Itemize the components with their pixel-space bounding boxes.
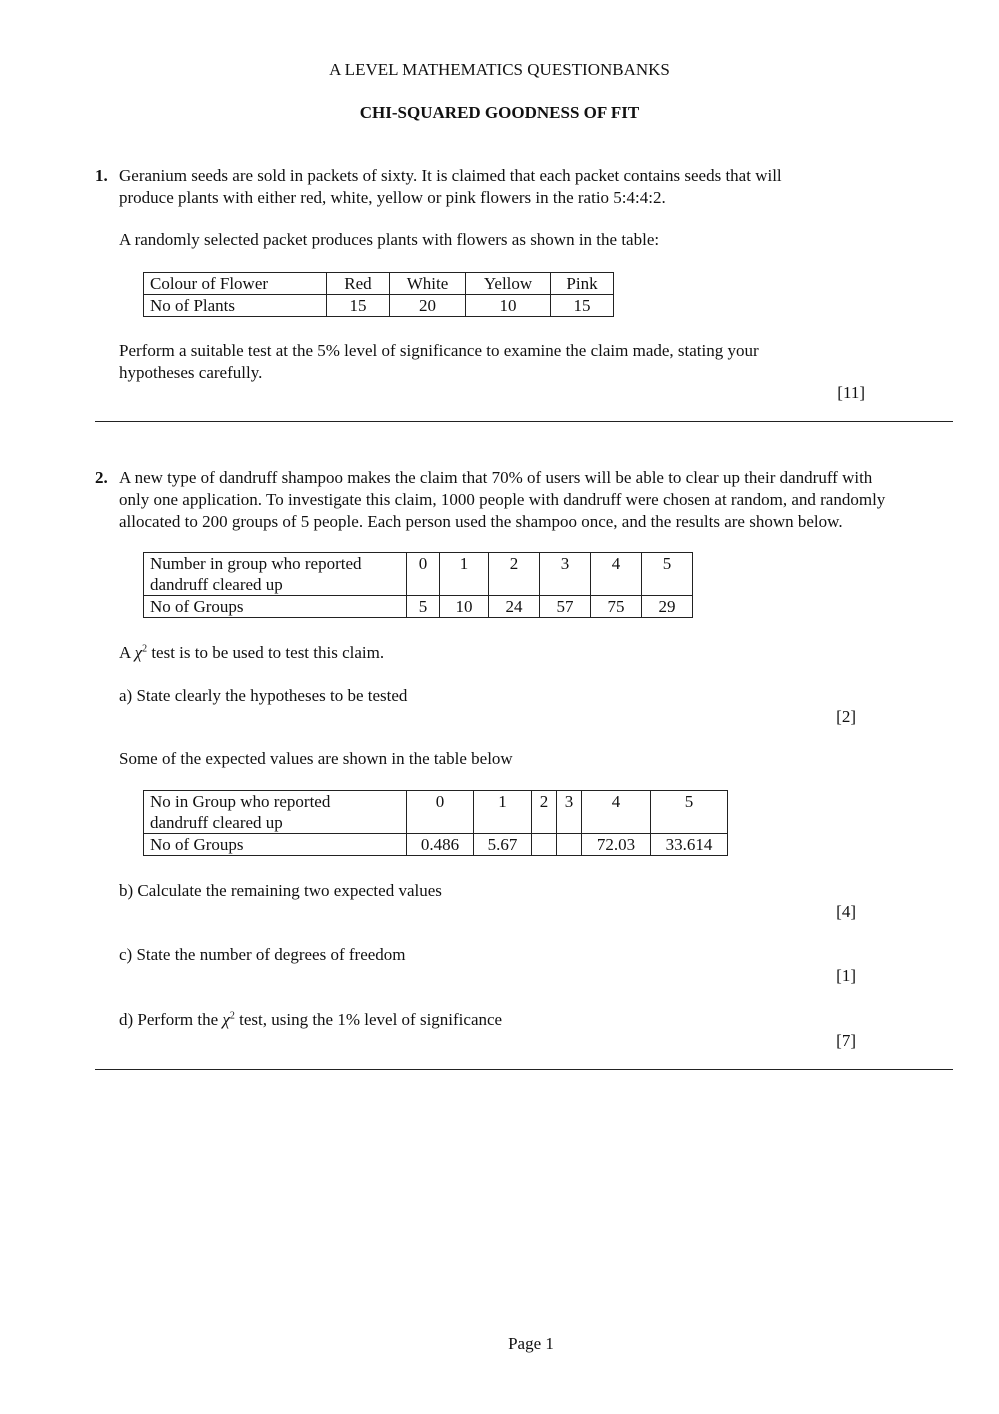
question-1-task-line2: hypotheses carefully.	[119, 363, 263, 382]
table-cell: 75	[591, 596, 642, 618]
question-1-task-line1: Perform a suitable test at the 5% level of significance to examine the claim made, stating your	[119, 341, 759, 360]
table-label-line2: dandruff cleared up	[150, 813, 283, 832]
chi-superscript: 2	[229, 1010, 235, 1022]
table-cell: 5	[651, 791, 728, 834]
part-d-text: test, using the 1% level of significance	[239, 1010, 503, 1029]
chi-symbol: χ	[134, 643, 143, 662]
chi-superscript: 2	[142, 643, 148, 655]
table-cell	[532, 834, 557, 856]
table-row	[144, 553, 693, 596]
table-row	[144, 596, 693, 618]
chi-test-statement	[119, 643, 384, 663]
header-title: A LEVEL MATHEMATICS QUESTIONBANKS	[329, 60, 670, 79]
question-2-intro-line2: only one application. To investigate this claim, 1000 people with dandruff were chosen at random, and randomly	[119, 490, 886, 509]
table-cell: No of Groups	[144, 596, 407, 618]
question-1-table	[143, 272, 614, 317]
question-1-intro	[119, 165, 782, 209]
table-cell: 1	[474, 791, 532, 834]
header-subtitle: CHI-SQUARED GOODNESS OF FIT	[359, 103, 640, 122]
question-1-number: 1.	[95, 166, 108, 185]
table-cell: 15	[551, 295, 614, 317]
divider	[95, 421, 953, 422]
table-cell: 20	[390, 295, 466, 317]
question-2-results-table	[143, 552, 693, 618]
question-1-marks: [11]	[837, 383, 865, 402]
question-2-part-a-marks: [2]	[836, 707, 856, 726]
question-2-part-b-marks: [4]	[836, 902, 856, 921]
table-cell: 24	[489, 596, 540, 618]
table-cell: 10	[440, 596, 489, 618]
table-label-line2: dandruff cleared up	[150, 575, 283, 594]
question-2-part-c-marks: [1]	[836, 966, 856, 985]
table-cell: 1	[440, 553, 489, 596]
chi-symbol: χ	[222, 1010, 230, 1029]
question-2-number: 2.	[95, 468, 108, 487]
question-2-expected-intro: Some of the expected values are shown in the table below	[119, 749, 513, 768]
question-1-intro-line2: produce plants with either red, white, yellow or pink flowers in the ratio 5:4:4:2.	[119, 188, 666, 207]
table-cell: Yellow	[466, 273, 551, 295]
table-label-line1: Number in group who reported	[150, 554, 362, 573]
table-cell	[144, 791, 407, 834]
table-cell: White	[390, 273, 466, 295]
question-2-part-d-marks: [7]	[836, 1031, 856, 1050]
table-cell: 3	[540, 553, 591, 596]
question-2-intro-line1: A new type of dandruff shampoo makes the claim that 70% of users will be able to clear up their dandruff with	[119, 468, 873, 487]
table-cell: No of Plants	[144, 295, 327, 317]
table-cell: Colour of Flower	[144, 273, 327, 295]
question-2-expected-table	[143, 790, 728, 856]
table-cell: 0	[407, 791, 474, 834]
table-cell: 5.67	[474, 834, 532, 856]
table-cell: 4	[582, 791, 651, 834]
table-cell: 2	[532, 791, 557, 834]
table-cell: No of Groups	[144, 834, 407, 856]
question-2-part-d	[119, 1010, 502, 1030]
table-cell: 3	[557, 791, 582, 834]
table-cell: 5	[642, 553, 693, 596]
question-2-intro-line3: allocated to 200 groups of 5 people. Each person used the shampoo once, and the results are shown below.	[119, 512, 843, 531]
table-cell: 15	[327, 295, 390, 317]
question-2-intro	[119, 467, 979, 533]
table-row	[144, 273, 614, 295]
table-cell: 33.614	[651, 834, 728, 856]
table-label-line1: No in Group who reported	[150, 792, 331, 811]
table-cell: 29	[642, 596, 693, 618]
table-cell: Pink	[551, 273, 614, 295]
table-cell: 4	[591, 553, 642, 596]
question-1-table-intro: A randomly selected packet produces plants with flowers as shown in the table:	[119, 230, 660, 249]
question-1-intro-line1: Geranium seeds are sold in packets of sixty. It is claimed that each packet contains seeds that will	[119, 166, 782, 185]
table-row	[144, 834, 728, 856]
chi-test-text: test is to be used to test this claim.	[151, 643, 385, 662]
table-cell: 2	[489, 553, 540, 596]
question-1-task	[119, 340, 759, 384]
table-cell: 72.03	[582, 834, 651, 856]
part-d-lead: d) Perform the	[119, 1010, 219, 1029]
table-cell: 5	[407, 596, 440, 618]
table-row	[144, 791, 728, 834]
question-2-part-c: c) State the number of degrees of freedom	[119, 945, 406, 964]
table-cell: 57	[540, 596, 591, 618]
table-row	[144, 295, 614, 317]
table-cell: 0	[407, 553, 440, 596]
table-cell: 10	[466, 295, 551, 317]
table-cell	[144, 553, 407, 596]
question-2-part-a: a) State clearly the hypotheses to be tested	[119, 686, 408, 705]
table-cell: 0.486	[407, 834, 474, 856]
table-cell	[557, 834, 582, 856]
table-cell: Red	[327, 273, 390, 295]
question-2-part-b: b) Calculate the remaining two expected values	[119, 881, 442, 900]
divider	[95, 1069, 953, 1070]
chi-test-lead: A	[119, 643, 131, 662]
page-number: Page 1	[508, 1334, 554, 1353]
